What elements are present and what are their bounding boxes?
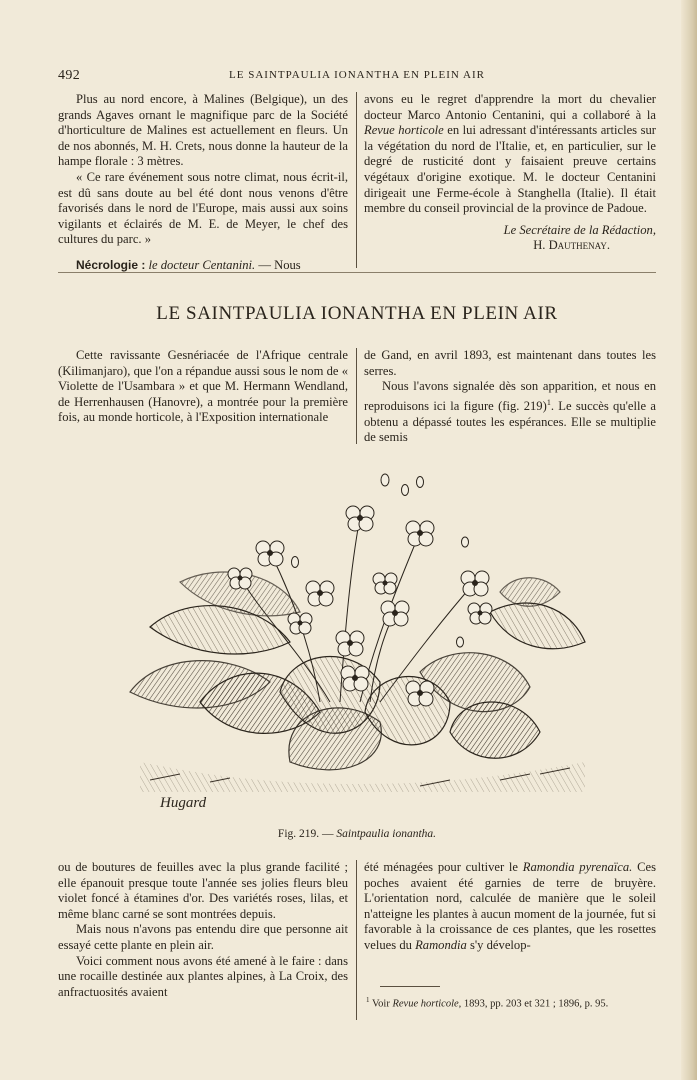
article-right-column: [364, 348, 656, 446]
paragraph: de Gand, en avril 1893, est maintenant dans toutes les serres.: [364, 348, 656, 378]
saintpaulia-illustration: [120, 462, 590, 822]
text-run: 1893, pp. 203 et 321 ; 1896, p. 95.: [463, 998, 609, 1010]
paragraph: Plus au nord encore, à Malines (Belgique), un des grands Agaves ornant le magnifique parc de la Société d'horticulture de Malines est actuellement en fleurs. Un de nos abonnés, M. H. Crets, nous donne la hauteur de la hampe florale : 3 mètres.: [58, 92, 348, 169]
book-spine-shadow: [681, 0, 697, 1080]
footnote-ref: 1: [546, 397, 551, 407]
text-run: en lui adressant d'intéressants articles sur la végétation du nord de l'Italie, et, en particulier, sur le degré de rusticité dont y faisaient preuve certains végétaux d'origine exotique. M. le docteur Centanini dirigeait une Ferme-école à Stanghella (Italie). Il était membre du conseil provincial de la province de Padoue.: [364, 123, 656, 216]
article-left-column: [58, 348, 348, 426]
paragraph: Cette ravissante Gesnériacée de l'Afrique centrale (Kilimanjaro), que l'on a répandue aussi sous le nom de « Violette de l'Usambara » et que M. Hermann Wendland, de Herrenhausen (Hanovre), a montrée pour la première fois, au monde horticole, à l'Exposition internationale: [58, 348, 348, 425]
bottom-right-column: [364, 860, 656, 954]
artist-signature: Hugard: [160, 795, 207, 811]
plant-name: Ramondia: [415, 937, 467, 952]
caption-plant-name: Saintpaulia ionantha.: [336, 828, 437, 840]
text-run: Voir: [371, 998, 390, 1010]
paragraph: [364, 92, 656, 217]
paragraph: [364, 379, 656, 446]
column-divider: [356, 860, 357, 1020]
necrology-name: le docteur Centanini.: [148, 257, 256, 272]
signoff-role-text: Le Secrétaire de la Rédaction,: [503, 222, 656, 237]
running-head: [58, 68, 656, 84]
plant-name: Ramondia pyrenaïca.: [522, 860, 633, 874]
running-title: LE SAINTPAULIA IONANTHA EN PLEIN AIR: [229, 69, 485, 81]
top-right-column: [364, 92, 656, 254]
figure-caption: [58, 828, 656, 840]
text-run: Nous l'avons signalée dès son apparition, et nous en reproduisons ici la figure (fig. 219): [364, 379, 656, 413]
signoff-role: [364, 223, 656, 239]
caption-prefix: Fig. 219. —: [277, 828, 334, 840]
top-left-column: [58, 92, 348, 274]
section-rule: [58, 272, 656, 273]
article-title: LE SAINTPAULIA IONANTHA EN PLEIN AIR: [156, 303, 558, 324]
text-run: s'y dévelop-: [470, 937, 531, 952]
text-run: . Le succès qu'elle a obtenu a dépassé toutes les espérances. Elle se multiplie de semis: [364, 398, 657, 445]
footnote-mark: 1: [366, 996, 370, 1004]
column-divider: [356, 348, 357, 444]
journal-title: Revue horticole: [364, 123, 444, 138]
journal-title: Revue horticole,: [392, 998, 462, 1010]
column-divider: [356, 92, 357, 268]
paragraph: Mais nous n'avons pas entendu dire que personne ait essayé cette plante en plein air.: [58, 922, 348, 952]
paragraph: « Ce rare événement sous notre climat, nous écrit-il, est dû sans doute au bel été dont nous venons d'être favorisés dans le nord de l'Europe, mais aussi aux soins vigilants et éclairés de M. E. de Meyer, le chef des cultures du parc. »: [58, 169, 348, 247]
paragraph: Voici comment nous avons été amené à le faire : dans une rocaille destinée aux plantes alpines, à La Croix, des anfractuosités avaient: [58, 953, 348, 999]
text-run: Ces poches avaient été garnies de terre de bruyère. L'orientation nord, calculée de manière que le soleil n'atteigne les plantes à aucun moment de la journée, fut si favorable à la croissance de ces plantes, que les rosettes velues du: [364, 860, 656, 952]
footnote: [366, 993, 656, 1012]
signoff-name: H. Dauthenay.: [533, 238, 610, 253]
footnote-rule: [380, 986, 440, 987]
bottom-left-column: [58, 860, 348, 1000]
paragraph: ou de boutures de feuilles avec la plus grande facilité ; elle épanouit presque toute l'année ses jolies fleurs bleu violet foncé à étamines d'or. Des variétés roses, lilas, et même blanc carné se sont montrées depuis.: [58, 860, 348, 921]
text-run: avons eu le regret d'apprendre la mort du chevalier docteur Marco Antonio Centanini, qui a collaboré à la: [364, 92, 656, 122]
paragraph: [364, 860, 656, 954]
text-run: été ménagées pour cultiver le: [364, 860, 518, 874]
necrology-text: — Nous: [258, 257, 301, 272]
necrology-label: Nécrologie :: [76, 257, 146, 272]
page-number: 492: [58, 68, 81, 83]
